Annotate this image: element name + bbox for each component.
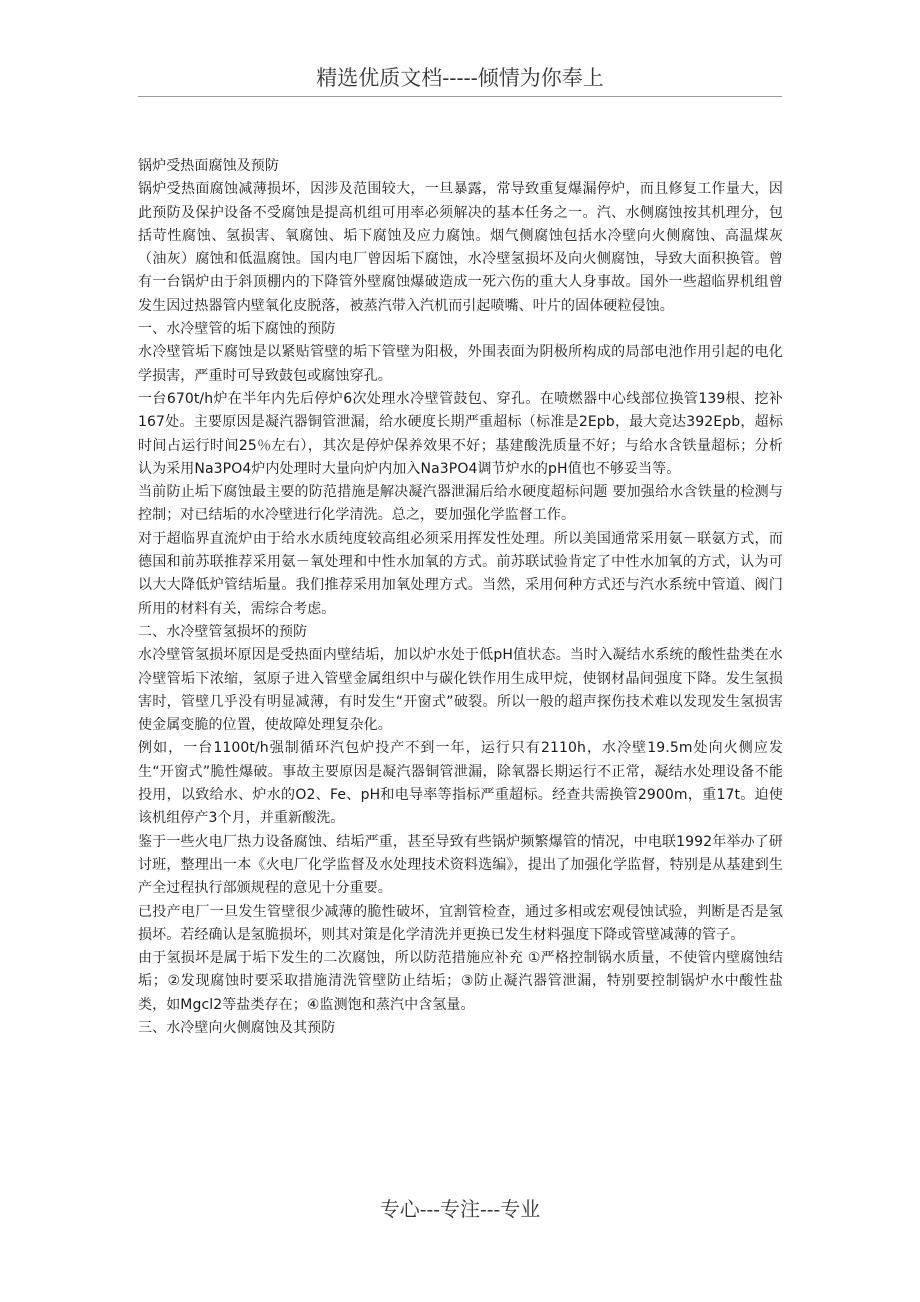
paragraph: 水冷壁管氢损坏原因是受热面内壁结垢，加以炉水处于低pH值状态。当时入凝结水系统的酸性盐类在水冷壁管垢下浓缩，氢原子进入管壁金属组织中与碳化铁作用生成甲烷，使钢材晶间强度下降。发生氢损害时，管壁几乎没有明显减薄，有时发生“开窗式”破裂。所以一般的超声探伤技术难以发现发生氢损害使金属变脆的位置，使故障处理复杂化。 [138,647,783,734]
paragraph: 已投产电厂一旦发生管壁很少减薄的脆性破坏，宜割管检查，通过多相或宏观侵蚀试验，判断是否是氢损坏。若经确认是氢脆损坏，则其对策是化学清洗并更换已发生材料强度下降或管壁减薄的管子。 [138,903,783,943]
paragraph: 鉴于一些火电厂热力设备腐蚀、结垢严重，甚至导致有些锅炉频繁爆管的情况，中电联1992年举办了研讨班，整理出一本《火电厂化学监督及水处理技术资料选编》，提出了加强化学监督，特别是从基建到生产全过程执行部颁规程的意见十分重要。 [138,833,783,897]
paragraph: 水冷壁管垢下腐蚀是以紧贴管壁的垢下管壁为阳极，外围表面为阴极所构成的局部电池作用引起的电化学损害，严重时可导致鼓包或腐蚀穿孔。 [138,344,783,384]
paragraph: 一台670t/h炉在半年内先后停炉6次处理水冷壁管鼓包、穿孔。在喷燃器中心线部位换管139根、挖补167处。主要原因是凝汽器铜管泄漏，给水硬度长期严重超标（标准是2Epb，最大竞达392Epb，超标时间占运行时间25％左右），其次是停炉保养效果不好；基建酸洗质量不好；与给水含铁量超标；分析认为采用Na3PO4炉内处理时大量向炉内加入Na3PO4调节炉水的pH值也不够妥当等。 [138,390,783,477]
page-header: 精选优质文档-----倾情为你奉上 [316,66,604,90]
paragraph: 对于超临界直流炉由于给水水质纯度较高组必须采用挥发性处理。所以美国通常采用氨－联氨方式，而德国和前苏联推荐采用氨－氧处理和中性水加氧的方式。前苏联试验肯定了中性水加氧的方式，认为可以大大降低炉管结垢量。我们推荐采用加氧处理方式。当然，采用何种方式还与汽水系统中管道、阀门所用的材料有关，需综合考虑。 [138,530,783,617]
document-title: 锅炉受热面腐蚀及预防 [138,158,279,174]
paragraph: 当前防止垢下腐蚀最主要的防范措施是解决凝汽器泄漏后给水硬度超标问题 要加强给水含铁量的检测与控制；对已结垢的水冷壁进行化学清洗。总之，要加强化学监督工作。 [138,484,783,524]
header-divider [138,96,782,97]
page-footer: 专心---专注---专业 [379,1197,541,1221]
section-heading-1: 一、水冷壁管的垢下腐蚀的预防 [138,321,336,338]
paragraph: 由于氢损坏是属于垢下发生的二次腐蚀，所以防范措施应补充 ①严格控制锅水质量，不使管内壁腐蚀结垢；②发现腐蚀时要采取措施清洗管壁防止结垢；③防止凝汽器管泄漏，特别要控制锅炉水中酸性盐类，如Mgcl2等盐类存在；④监测饱和蒸汽中含氢量。 [138,950,783,1013]
section-heading-3: 三、水冷壁向火侧腐蚀及其预防 [138,1019,336,1036]
paragraph-intro: 锅炉受热面腐蚀减薄损坏，因涉及范围较大，一旦暴露，常导致重复爆漏停炉，而且修复工作量大，因此预防及保护设备不受腐蚀是提高机组可用率必须解决的基本任务之一。汽、水侧腐蚀按其机理分，包括苛性腐蚀、氢损害、氧腐蚀、垢下腐蚀及应力腐蚀。烟气侧腐蚀包括水冷壁向火侧腐蚀、高温煤灰（油灰）腐蚀和低温腐蚀。国内电厂曾因垢下腐蚀，水冷壁氢损坏及向火侧腐蚀，导致大面积换管。曾有一台锅炉由于斜顶棚内的下降管外壁腐蚀爆破造成一死六伤的重大人身事故。国外一些超临界机组曾发生因过热器管内壁氧化皮脱落，被蒸汽带入汽机而引起喷嘴、叶片的固体硬粒侵蚀。 [138,181,783,314]
paragraph: 例如，一台1100t/h强制循环汽包炉投产不到一年，运行只有2110h，水冷壁19.5m处向火侧应发生“开窗式”脆性爆破。事故主要原因是凝汽器铜管泄漏，除氧器长期运行不正常，凝结水处理设备不能投用，以致给水、炉水的O2、Fe、pH和电导率等指标严重超标。经查共需换管2900m，重17t。迫使该机组停产3个月，并重新酸洗。 [138,740,783,827]
section-heading-2: 二、水冷壁管氢损坏的预防 [138,623,308,640]
document-body [138,155,783,1040]
